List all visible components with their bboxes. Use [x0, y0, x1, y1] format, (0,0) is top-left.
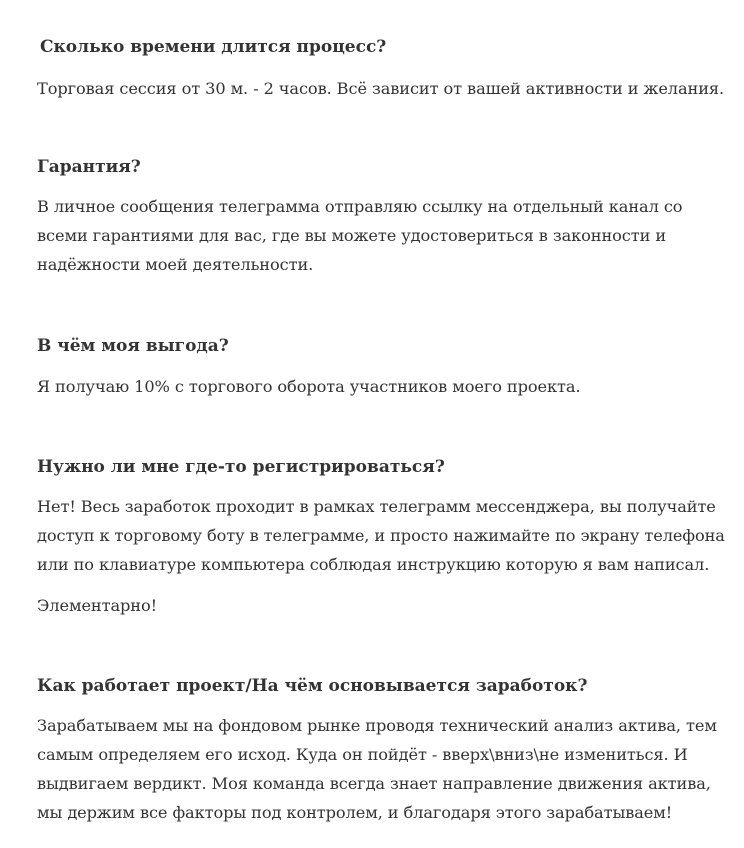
faq-section-registration [37, 456, 727, 615]
faq-answer: Я получаю 10% с торгового оборота участников моего проекта. [37, 377, 581, 396]
faq-question: Нужно ли мне где-то регистрироваться? [37, 457, 445, 477]
faq-question: Гарантия? [37, 157, 141, 177]
faq-question: Сколько времени длится процесс? [40, 37, 387, 57]
faq-answer: Торговая сессия от 30 м. - 2 часов. Всё зависит от вашей активности и желания. [37, 79, 725, 98]
faq-question: Как работает проект/На чём основывается заработок? [37, 676, 588, 696]
faq-answer: Нет! Весь заработок проходит в рамках телеграмм мессенджера, вы получайте доступ к торговому боту в телеграмме, и просто нажимайте по экрану телефона или по клавиатуре компьютера соблюдая инструкцию которую я вам написал. [37, 497, 725, 574]
faq-section-duration [37, 36, 727, 98]
faq-question: В чём моя выгода? [37, 336, 229, 356]
faq-section-benefit [37, 335, 727, 396]
faq-section-how-it-works [37, 675, 727, 822]
faq-answer: Зарабатываем мы на фондовом рынке проводя технический анализ актива, тем самым определяем его исход. Куда он пойдёт - вверх\вниз\не измениться. И выдвигаем вердикт. Моя команда всегда знает направление движения актива, мы держим все факторы под контролем, и благодаря этого зарабатываем! [37, 716, 717, 822]
faq-section-guarantee [37, 156, 727, 274]
faq-answer-note: Элементарно! [37, 596, 158, 615]
faq-answer: В личное сообщения телеграмма отправляю ссылку на отдельный канал со всеми гарантиями для вас, где вы можете удостовериться в законности и надёжности моей деятельности. [37, 197, 683, 274]
